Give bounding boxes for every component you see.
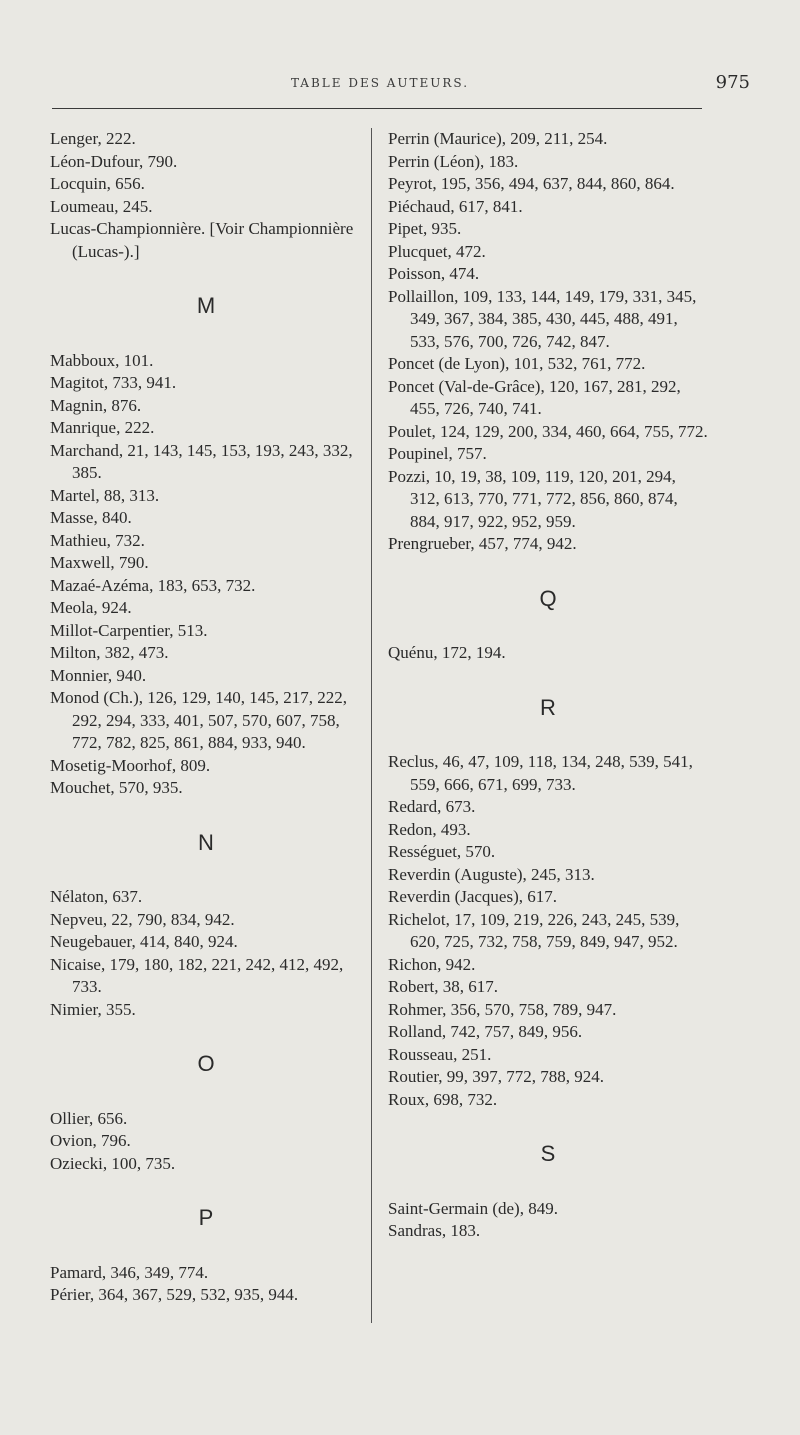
index-entry: Reverdin (Auguste), 245, 313. <box>388 864 595 884</box>
index-entry: Martel, 88, 313. <box>50 485 160 505</box>
index-entry: Poupinel, 757. <box>388 444 487 463</box>
index-entry: Masse, 840. <box>50 508 132 527</box>
index-entry: Millot-Carpentier, 513. <box>50 620 208 640</box>
index-entry: Rességuet, 570. <box>388 842 496 861</box>
index-entry: Mosetig-Moorhof, 809. <box>50 755 211 775</box>
section-letter: N <box>198 829 214 855</box>
index-entry: Rolland, 742, 757, 849, 956. <box>388 1022 583 1041</box>
index-entry: Léon-Dufour, 790. <box>50 151 178 171</box>
index-entry: Marchand, 21, 143, 145, 153, 193, 243, 332, 385. <box>50 440 353 482</box>
index-entry: Ollier, 656. <box>50 1108 128 1128</box>
index-entry: Perrin (Léon), 183. <box>388 151 519 171</box>
index-entry: Milton, 382, 473. <box>50 643 169 662</box>
column-divider <box>371 128 372 1323</box>
section-letter: S <box>540 1141 556 1166</box>
index-entry: Reverdin (Jacques), 617. <box>388 887 558 906</box>
index-entry: Mathieu, 732. <box>50 530 145 550</box>
index-entry: Reclus, 46, 47, 109, 118, 134, 248, 539, 541, 559, 666, 671, 699, 733. <box>388 752 693 794</box>
index-entry: Poulet, 124, 129, 200, 334, 460, 664, 755, 772. <box>388 421 708 441</box>
index-entry: Magnin, 876. <box>50 395 142 415</box>
index-entry: Manrique, 222. <box>50 418 155 437</box>
left-column <box>50 128 362 1307</box>
index-entry: Nélaton, 637. <box>50 887 143 906</box>
index-entry: Locquin, 656. <box>50 174 145 193</box>
index-entry: Roux, 698, 732. <box>388 1089 498 1109</box>
right-column <box>388 128 708 1243</box>
index-entry: Redard, 673. <box>388 797 476 816</box>
index-entry: Poncet (de Lyon), 101, 532, 761, 772. <box>388 354 646 373</box>
index-entry: Mouchet, 570, 935. <box>50 778 183 797</box>
index-entry: Lucas-Championnière. [Voir Championnière (Lucas-).] <box>50 219 354 261</box>
section-letter: O <box>197 1051 215 1076</box>
section-letter: M <box>196 293 216 318</box>
index-entry: Nicaise, 179, 180, 182, 221, 242, 412, 492, 733. <box>50 954 344 996</box>
index-entry: Perrin (Maurice), 209, 211, 254. <box>388 129 608 148</box>
index-entry: Oziecki, 100, 735. <box>50 1153 176 1173</box>
index-entry: Sandras, 183. <box>388 1221 481 1240</box>
index-entry: Pollaillon, 109, 133, 144, 149, 179, 331, 345, 349, 367, 384, 385, 430, 445, 488, 491, 533, 576, 700, 726, 742, 847. <box>388 286 697 351</box>
index-entry: Plucquet, 472. <box>388 241 486 261</box>
index-entry: Nimier, 355. <box>50 999 136 1019</box>
section-letter: Q <box>539 585 557 611</box>
index-entry: Robert, 38, 617. <box>388 977 499 996</box>
index-entry: Maxwell, 790. <box>50 553 149 572</box>
index-entry: Mabboux, 101. <box>50 350 154 370</box>
index-entry: Saint-Germain (de), 849. <box>388 1198 558 1218</box>
index-entry: Rousseau, 251. <box>388 1044 492 1064</box>
index-entry: Redon, 493. <box>388 819 471 839</box>
index-entry: Pamard, 346, 349, 774. <box>50 1262 209 1282</box>
index-entry: Monnier, 940. <box>50 665 147 685</box>
section-letter: R <box>540 694 556 720</box>
running-header <box>50 70 750 106</box>
index-entry: Piéchaud, 617, 841. <box>388 196 523 216</box>
index-entry: Routier, 99, 397, 772, 788, 924. <box>388 1067 605 1086</box>
index-entry: Ovion, 796. <box>50 1131 131 1150</box>
index-entry: Rohmer, 356, 570, 758, 789, 947. <box>388 999 617 1019</box>
index-entry: Meola, 924. <box>50 598 132 617</box>
index-entry: Richelot, 17, 109, 219, 226, 243, 245, 539, 620, 725, 732, 758, 759, 849, 947, 952. <box>388 909 680 951</box>
index-entry: Pozzi, 10, 19, 38, 109, 119, 120, 201, 294, 312, 613, 770, 771, 772, 856, 860, 874, 884, 917, 922, 952, 959. <box>388 466 678 531</box>
index-entry: Prengrueber, 457, 774, 942. <box>388 534 577 553</box>
index-entry: Nepveu, 22, 790, 834, 942. <box>50 909 235 929</box>
index-entry: Poncet (Val-de-Grâce), 120, 167, 281, 292, 455, 726, 740, 741. <box>388 376 681 418</box>
index-entry: Poisson, 474. <box>388 264 480 283</box>
index-entry: Richon, 942. <box>388 954 476 974</box>
page-number: 975 <box>715 72 750 93</box>
page-title: TABLE DES AUTEURS. <box>290 76 470 90</box>
header-rule <box>52 108 702 109</box>
index-entry: Quénu, 172, 194. <box>388 643 506 662</box>
section-letter: P <box>198 1205 214 1230</box>
index-entry: Pipet, 935. <box>388 219 462 238</box>
index-entry: Peyrot, 195, 356, 494, 637, 844, 860, 864. <box>388 174 675 193</box>
index-entry: Neugebauer, 414, 840, 924. <box>50 932 238 951</box>
index-entry: Loumeau, 245. <box>50 196 153 216</box>
index-entry: Mazaé-Azéma, 183, 653, 732. <box>50 575 256 595</box>
index-entry: Magitot, 733, 941. <box>50 373 177 392</box>
index-entry: Monod (Ch.), 126, 129, 140, 145, 217, 222, 292, 294, 333, 401, 507, 570, 607, 758, 772, 782, 825, 861, 884, 933, 940. <box>50 688 348 752</box>
index-entry: Lenger, 222. <box>50 129 136 148</box>
index-entry: Périer, 364, 367, 529, 532, 935, 944. <box>50 1285 299 1304</box>
